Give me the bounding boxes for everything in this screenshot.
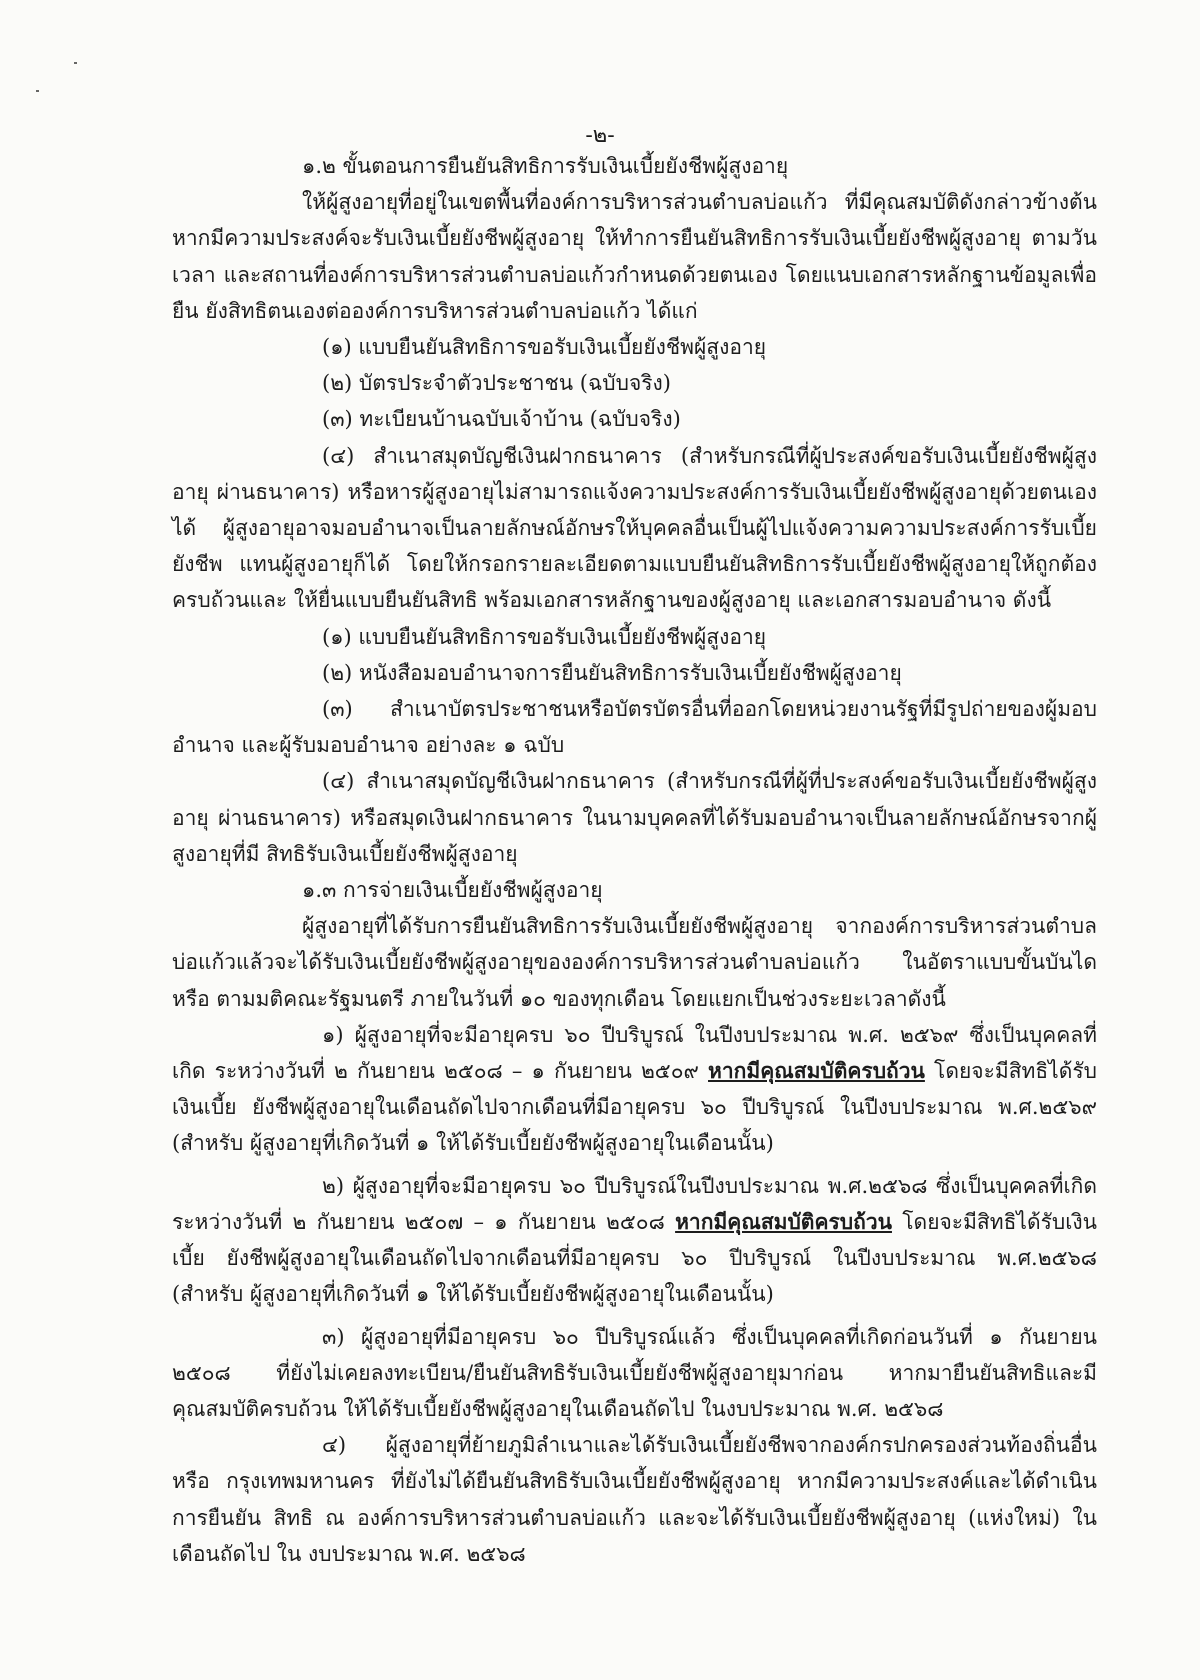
scan-speck [36,90,39,92]
scan-speck [74,62,77,64]
doc-list-b-item: (๔) สำเนาสมุดบัญชีเงินฝากธนาคาร (สำหรับกรณีที่ผู้ที่ประสงค์ขอรับเงินเบี้ยยังชีพผู้สูงอายุ ผ่านธนาคาร) หรือสมุดเงินฝากธนาคาร ในนามบุคคลที่ได้รับมอบอำนาจเป็นลายลักษณ์อักษรจากผู้สูงอายุที่มี สิทธิรับเงินเบี้ยยังชีพผู้สูงอายุ [172,769,1097,866]
payment-item-2-text-a: ๒) ผู้สูงอายุที่จะมีอายุครบ ๖๐ ปีบริบูรณ์ในปีงบประมาณ พ.ศ.๒๕๖๘ ซึ่งเป็นบุคคลที่เกิด ระหว่างวันที่ ๒ กันยายน ๒๕๐๗ – ๑ กันยายน ๒๕๐๘ [172,1173,1097,1234]
payment-item-1-text-b: โดยจะมีสิทธิได้รับเงินเบี้ย ยังชีพผู้สูงอายุในเดือนถัดไปจากเดือนที่มีอายุครบ ๖๐ ปีบริบูรณ์ ในปีงบประมาณ พ.ศ.๒๕๖๙ (สำหรับ ผู้สูงอายุที่เกิดวันที่ ๑ ให้ได้รับเบี้ยยังชีพผู้สูงอายุในเดือนนั้น) [172,1059,1097,1156]
payment-item-1-text-a: ๑) ผู้สูงอายุที่จะมีอายุครบ ๖๐ ปีบริบูรณ์ ในปีงบประมาณ พ.ศ. ๒๕๖๙ ซึ่งเป็นบุคคลที่เกิด ระหว่างวันที่ ๒ กันยายน ๒๕๐๘ – ๑ กันยายน ๒๕๐๙ [172,1022,1097,1084]
page-number: -๒- [585,123,615,148]
doc-list-b-item: (๑) แบบยืนยันสิทธิการขอรับเงินเบี้ยยังชีพผู้สูงอายุ [322,624,767,649]
doc-list-b-item: (๓) สำเนาบัตรประชาชนหรือบัตรบัตรอื่นที่ออกโดยหน่วยงานรัฐที่มีรูปถ่ายของผู้มอบอำนาจ และผู้รับมอบอำนาจ อย่างละ ๑ ฉบับ [172,697,1097,758]
section-1-2-intro: ให้ผู้สูงอายุที่อยู่ในเขตพื้นที่องค์การบริหารส่วนตำบลบ่อแก้ว ที่มีคุณสมบัติดังกล่าวข้างต้น หากมีความประสงค์จะรับเงินเบี้ยยังชีพผู้สูงอายุ ให้ทำการยืนยันสิทธิการรับเงินเบี้ยยังชีพผู้สูงอายุ ตามวัน เวลา และสถานที่องค์การบริหารส่วนตำบลบ่อแก้วกำหนดด้วยตนเอง โดยแนบเอกสารหลักฐานข้อมูลเพื่อยืน ยังสิทธิตนเองต่อองค์การบริหารส่วนตำบลบ่อแก้ว ได้แก่ [172,190,1097,323]
payment-item-4: ๔) ผู้สูงอายุที่ย้ายภูมิลำเนาและได้รับเงินเบี้ยยังชีพจากองค์กรปกครองส่วนท้องถิ่นอื่น หรือ กรุงเทพมหานคร ที่ยังไม่ได้ยืนยันสิทธิรับเงินเบี้ยยังชีพผู้สูงอายุ หากมีความประสงค์และได้ดำเนินการยืนยัน สิทธิ ณ องค์การบริหารส่วนตำบลบ่อแก้ว และจะได้รับเงินเบี้ยยังชีพผู้สูงอายุ (แห่งใหม่) ในเดือนถัดไป ใน งบประมาณ พ.ศ. ๒๕๖๘ [172,1433,1097,1566]
payment-item-2-emphasis: หากมีคุณสมบัติครบถ้วน [675,1208,892,1234]
doc-list-a-item: (๔) สำเนาสมุดบัญชีเงินฝากธนาคาร (สำหรับกรณีที่ผู้ประสงค์ขอรับเงินเบี้ยยังชีพผู้สูงอายุ ผ่านธนาคาร) หรือหารผู้สูงอายุไม่สามารถแจ้งความประสงค์การรับเงินเบี้ยยังชีพผู้สูงอายุด้วยตนเองได้ ผู้สูงอายุอาจมอบอำนาจเป็นลายลักษณ์อักษรให้บุคคลอื่นเป็นผู้ไปแจ้งความความประสงค์การรับเบี้ยยังชีพ แทนผู้สูงอายุก็ได้ โดยให้กรอกรายละเอียดตามแบบยืนยันสิทธิการรับเบี้ยยังชีพผู้สูงอายุให้ถูกต้องครบถ้วนและ ให้ยื่นแบบยืนยันสิทธิ พร้อมเอกสารหลักฐานของผู้สูงอายุ และเอกสารมอบอำนาจ ดังนี้ [172,443,1097,613]
doc-list-a-item: (๑) แบบยืนยันสิทธิการขอรับเงินเบี้ยยังชีพผู้สูงอายุ [322,335,767,360]
payment-item-2-text-b: โดยจะมีสิทธิได้รับเงินเบี้ย ยังชีพผู้สูงอายุในเดือนถัดไปจากเดือนที่มีอายุครบ ๖๐ ปีบริบูรณ์ ในปีงบประมาณ พ.ศ.๒๕๖๘ (สำหรับ ผู้สูงอายุที่เกิดวันที่ ๑ ให้ได้รับเบี้ยยังชีพผู้สูงอายุในเดือนนั้น) [172,1209,1097,1307]
payment-item-1 [172,1017,1097,1162]
doc-list-a-item: (๒) บัตรประจำตัวประชาชน (ฉบับจริง) [322,371,671,396]
doc-list-a-item: (๓) ทะเบียนบ้านฉบับเจ้าบ้าน (ฉบับจริง) [322,407,681,432]
section-heading-1-3: ๑.๓ การจ่ายเงินเบี้ยยังชีพผู้สูงอายุ [302,878,603,903]
payment-item-3: ๓) ผู้สูงอายุที่มีอายุครบ ๖๐ ปีบริบูรณ์แล้ว ซึ่งเป็นบุคคลที่เกิดก่อนวันที่ ๑ กันยายน ๒๕๐๘ ที่ยังไม่เคยลงทะเบียน/ยืนยันสิทธิรับเงินเบี้ยยังชีพผู้สูงอายุมาก่อน หากมายืนยันสิทธิและมีคุณสมบัติครบถ้วน ให้ได้รับเบี้ยยังชีพผู้สูงอายุในเดือนถัดไป ในงบประมาณ พ.ศ. ๒๕๖๘ [172,1324,1097,1421]
section-1-3-intro: ผู้สูงอายุที่ได้รับการยืนยันสิทธิการรับเงินเบี้ยยังชีพผู้สูงอายุ จากองค์การบริหารส่วนตำบล บ่อแก้วแล้วจะได้รับเงินเบี้ยยังชีพผู้สูงอายุขององค์การบริหารส่วนตำบลบ่อแก้ว ในอัตราแบบขั้นบันได หรือ ตามมติคณะรัฐมนตรี ภายในวันที่ ๑๐ ของทุกเดือน โดยแยกเป็นช่วงระยะเวลาดังนี้ [172,914,1097,1011]
document-body [172,148,1097,1572]
doc-list-b-item: (๒) หนังสือมอบอำนาจการยืนยันสิทธิการรับเงินเบี้ยยังชีพผู้สูงอายุ [322,660,902,685]
payment-item-1-emphasis: หากมีคุณสมบัติครบถ้วน [708,1058,925,1084]
section-heading-1-2: ๑.๒ ขั้นตอนการยืนยันสิทธิการรับเงินเบี้ยยังชีพผู้สูงอายุ [302,154,789,178]
payment-item-2 [172,1168,1097,1313]
